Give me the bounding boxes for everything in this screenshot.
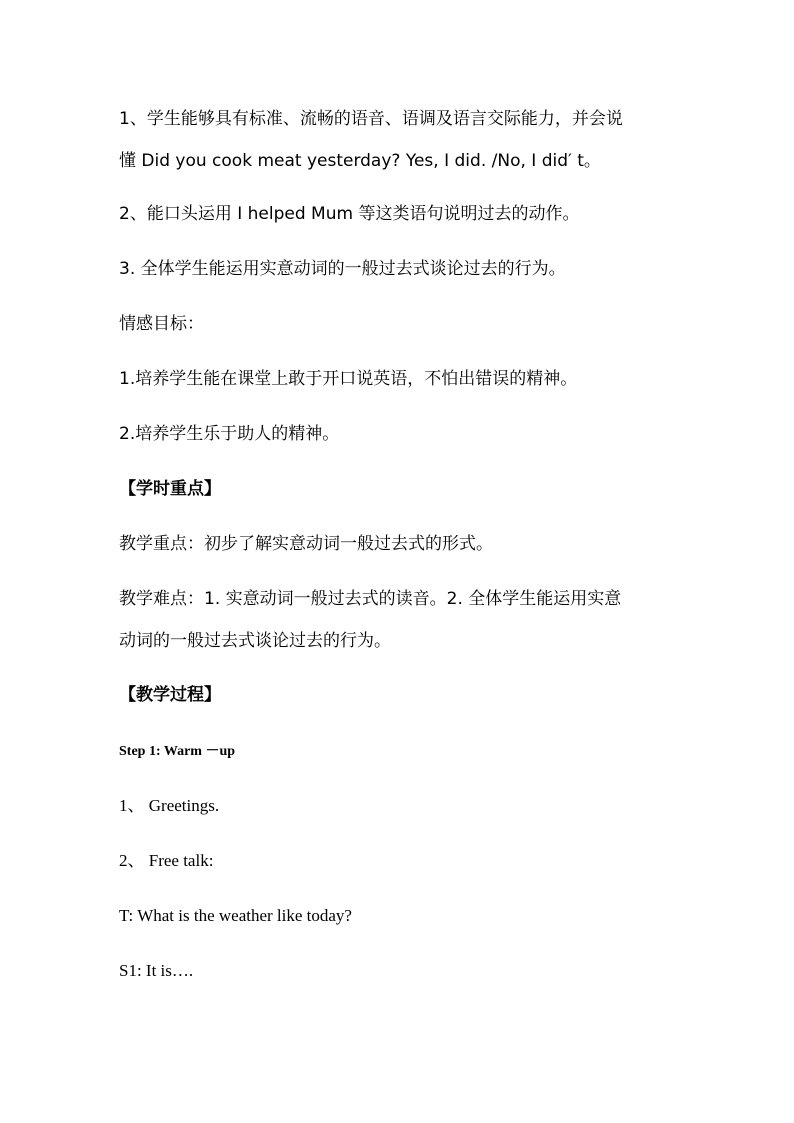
section-heading-key-points: 【学时重点】 xyxy=(119,479,221,499)
emotion-goal-2: 2.培养学生乐于助人的精神。 xyxy=(119,424,340,444)
objective-line-3: 3. 全体学生能运用实意动词的一般过去式谈论过去的行为。 xyxy=(119,259,566,279)
emotion-goal-1: 1.培养学生能在课堂上敢于开口说英语，不怕出错误的精神。 xyxy=(119,369,578,389)
step-item-free-talk: 2、 Free talk: xyxy=(119,851,214,870)
dialogue-student: S1: It is…. xyxy=(119,961,194,980)
objective-line-1-cont: 懂 Did you cook meat yesterday? Yes, I did. /No, I did′ t。 xyxy=(119,151,601,171)
section-heading-process: 【教学过程】 xyxy=(119,685,221,705)
dialogue-teacher: T: What is the weather like today? xyxy=(119,906,352,925)
step-item-greetings: 1、 Greetings. xyxy=(119,796,220,815)
objective-line-1: 1、学生能够具有标准、流畅的语音、语调及语言交际能力，并会说 xyxy=(119,109,623,129)
teaching-difficulty: 教学难点：1. 实意动词一般过去式的读音。2. 全体学生能运用实意 xyxy=(119,589,622,609)
step-heading: Step 1: Warm －up xyxy=(119,744,236,759)
objective-line-2: 2、能口头运用 I helped Mum 等这类语句说明过去的动作。 xyxy=(119,204,580,224)
teaching-difficulty-cont: 动词的一般过去式谈论过去的行为。 xyxy=(119,631,391,651)
teaching-key-point: 教学重点：初步了解实意动词一般过去式的形式。 xyxy=(119,534,493,554)
emotion-goal-heading: 情感目标： xyxy=(119,314,204,334)
